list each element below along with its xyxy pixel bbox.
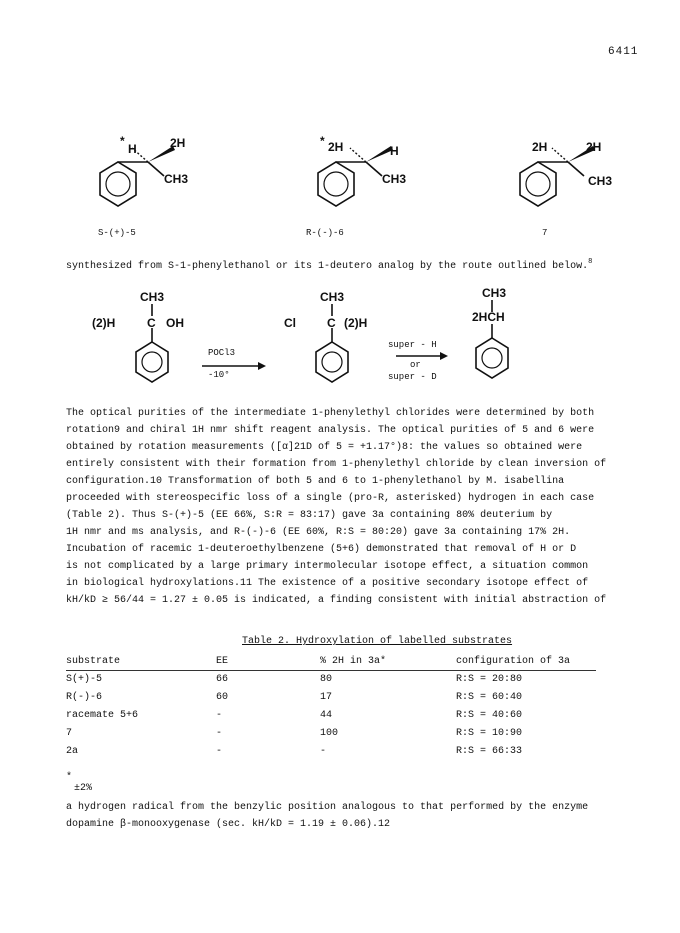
table-cell: 44 xyxy=(320,710,333,721)
chlorine-label: Cl xyxy=(284,316,296,330)
text-line: rotation9 and chiral 1H nmr shift reagent analysis. The optical purities of 5 and 6 were xyxy=(66,425,595,436)
asterisk-label: * xyxy=(120,134,125,148)
reagent-label: super - H xyxy=(388,340,437,350)
text-line: Incubation of racemic 1-deuteroethylbenzene (5+6) demonstrated that removal of H or D xyxy=(66,544,577,555)
table-cell: 66 xyxy=(216,674,229,685)
text-line: proceeded with stereospecific loss of a single (pro-R, asterisked) hydrogen in each case xyxy=(66,493,595,504)
data-table xyxy=(66,654,596,761)
structure-caption: S-(+)-5 xyxy=(98,228,136,238)
or-label: or xyxy=(410,360,421,370)
table-cell: R:S = 20:80 xyxy=(456,674,523,685)
text-line: obtained by rotation measurements ([α]21D of 5 = +1.17°)8: the values so obtained were xyxy=(66,442,583,453)
table-cell: 2a xyxy=(66,746,79,757)
table-title: Table 2. Hydroxylation of labelled substrates xyxy=(242,636,513,647)
hydroxyl-label: OH xyxy=(166,316,184,330)
table-cell: - xyxy=(216,746,223,757)
text-line: kH/kD ≥ 56/44 = 1.27 ± 0.05 is indicated, a finding consistent with initial abstraction of xyxy=(66,595,607,606)
reagent-label: super - D xyxy=(388,372,437,382)
carbon-label: C xyxy=(147,316,156,330)
structure-r6-drawing xyxy=(286,128,436,240)
structure-s5-drawing xyxy=(68,128,218,240)
deuterated-methylene-label: 2HCH xyxy=(472,310,505,324)
text-line: entirely consistent with their formation from 1-phenylethyl chloride by clean inversion of xyxy=(66,459,607,470)
reference-mark: 8 xyxy=(588,258,593,266)
table-cell: racemate 5+6 xyxy=(66,710,139,721)
table-header-row xyxy=(66,654,596,671)
table-cell: 80 xyxy=(320,674,333,685)
text-line: dopamine β-monooxygenase (sec. kH/kD = 1.19 ± 0.06).12 xyxy=(66,819,391,830)
methyl-label: CH3 xyxy=(588,174,613,188)
table-cell: 17 xyxy=(320,692,333,703)
structure-s5 xyxy=(68,128,218,240)
text-line: (Table 2). Thus S-(+)-5 (EE 66%, S:R = 83:17) gave 3a containing 80% deuterium by xyxy=(66,510,553,521)
text-line: 1H nmr and ms analysis, and R-(-)-6 (EE 60%, R:S = 80:20) gave 3a containing 17% 2H. xyxy=(66,527,571,538)
asterisk-label: * xyxy=(320,134,325,148)
text-line: is not complicated by a large primary intermolecular isotope effect, a situation common xyxy=(66,561,589,572)
text-line: a hydrogen radical from the benzylic position analogous to that performed by the enzyme xyxy=(66,802,589,813)
h-label: H xyxy=(390,144,399,158)
deuterium-label: 2H xyxy=(532,140,548,154)
column-header: substrate xyxy=(66,654,216,671)
methyl-label: CH3 xyxy=(164,172,189,186)
table-cell: 100 xyxy=(320,728,339,739)
table-cell: 60 xyxy=(216,692,229,703)
column-header: % 2H in 3a* xyxy=(320,654,456,671)
structure-7 xyxy=(488,128,638,240)
footnote-mark: * xyxy=(66,772,73,783)
table-row xyxy=(66,725,596,743)
structure-7-drawing xyxy=(488,128,638,240)
reagent-label: POCl3 xyxy=(208,348,236,358)
table-cell: R:S = 40:60 xyxy=(456,710,523,721)
table-cell: - xyxy=(216,728,223,739)
page-number: 6411 xyxy=(608,46,639,58)
deuterium-label: 2H xyxy=(328,140,344,154)
table-row xyxy=(66,707,596,725)
route-sentence-text: synthesized from S-1-phenylethanol or its 1-deutero analog by the route outlined below. xyxy=(66,261,589,272)
carbon-label: C xyxy=(327,316,336,330)
table-cell: R:S = 60:40 xyxy=(456,692,523,703)
footnote-text: ±2% xyxy=(74,783,93,794)
structure-caption: R-(-)-6 xyxy=(306,228,344,238)
h-label: H xyxy=(128,142,137,156)
table-cell: R:S = 10:90 xyxy=(456,728,523,739)
deuterium-label: 2H xyxy=(170,136,186,150)
route-sentence xyxy=(66,256,592,273)
deuterium-label: (2)H xyxy=(344,316,368,330)
table-row xyxy=(66,671,596,690)
table-cell: R:S = 66:33 xyxy=(456,746,523,757)
table-cell: S(+)-5 xyxy=(66,674,103,685)
column-header: configuration of 3a xyxy=(456,654,596,671)
text-line: The optical purities of the intermediate 1-phenylethyl chlorides were determined by both xyxy=(66,408,595,419)
table-cell: - xyxy=(216,710,223,721)
table-footnote xyxy=(66,772,92,794)
table-cell: R(-)-6 xyxy=(66,692,103,703)
structure-r6 xyxy=(286,128,436,240)
reaction-scheme xyxy=(70,286,630,396)
temperature-label: -10° xyxy=(208,370,230,380)
deuterium-label: 2H xyxy=(586,140,602,154)
table-cell: 7 xyxy=(66,728,73,739)
deuterium-label: (2)H xyxy=(92,316,116,330)
methyl-label: CH3 xyxy=(382,172,407,186)
text-line: in biological hydroxylations.11 The existence of a positive secondary isotope effect of xyxy=(66,578,589,589)
structure-caption: 7 xyxy=(542,228,548,238)
methyl-label: CH3 xyxy=(140,290,165,304)
table-row xyxy=(66,689,596,707)
table-cell: - xyxy=(320,746,327,757)
table-row xyxy=(66,743,596,761)
methyl-label: CH3 xyxy=(482,286,507,300)
text-line: configuration.10 Transformation of both 5 and 6 to 1-phenylethanol by M. isabellina xyxy=(66,476,565,487)
column-header: EE xyxy=(216,654,320,671)
methyl-label: CH3 xyxy=(320,290,345,304)
